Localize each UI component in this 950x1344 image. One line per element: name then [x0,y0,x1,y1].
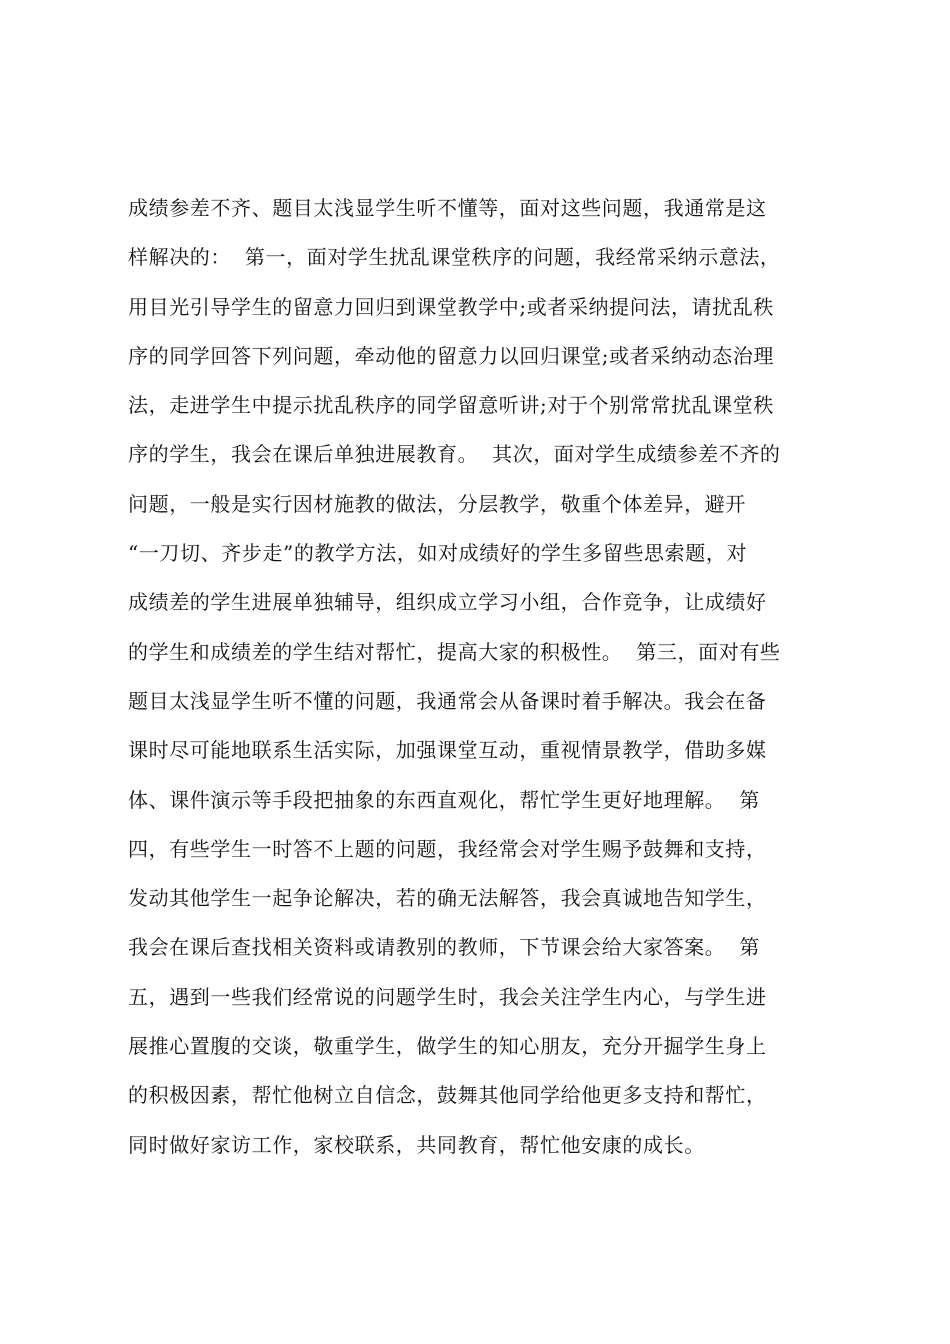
text-line: 五，遇到一些我们经常说的问题学生时，我会关注学生内心，与学生进 [128,984,767,1009]
text-line: 样解决的： 第一，面对学生扰乱课堂秩序的问题，我经常采纳示意法， [128,245,781,270]
text-line: 展推心置腹的交谈，敬重学生，做学生的知心朋友，充分开掘学生身上 [128,1034,767,1059]
text-line: 的学生和成绩差的学生结对帮忙，提高大家的积极性。 第三，面对有些 [128,639,781,664]
text-line: 同时做好家访工作，家校联系，共同教育，帮忙他安康的成长。 [128,1132,705,1157]
text-line: 发动其他学生一起争论解决，若的确无法解答，我会真诚地告知学生， [128,886,767,911]
text-line: 四，有些学生一时答不上题的问题，我经常会对学生赐予鼓舞和支持， [128,836,767,861]
text-line: 序的同学回答下列问题，牵动他的留意力以回归课堂;或者采纳动态治理 [128,343,774,368]
text-line: 的积极因素，帮忙他树立自信念，鼓舞其他同学给他更多支持和帮忙， [128,1083,767,1108]
text-line: 法，走进学生中提示扰乱秩序的同学留意听讲;对于个别常常扰乱课堂秩 [128,393,774,418]
body-text [128,184,781,1170]
text-line: 成绩差的学生进展单独辅导，组织成立学习小组，合作竞争，让成绩好 [128,590,767,615]
text-line: “一刀切、齐步走”的教学方法，如对成绩好的学生多留些思索题，对 [128,541,748,566]
text-line: 题目太浅显学生听不懂的问题，我通常会从备课时着手解决。我会在备 [128,688,767,713]
text-line: 课时尽可能地联系生活实际，加强课堂互动，重视情景教学，借助多媒 [128,738,767,763]
text-line: 序的学生，我会在课后单独进展教育。 其次，面对学生成绩参差不齐的 [128,442,781,467]
text-line: 我会在课后查找相关资料或请教别的教师，下节课会给大家答案。 第 [128,935,760,960]
text-line: 问题，一般是实行因材施教的做法，分层教学，敬重个体差异，避开 [128,491,746,516]
text-line: 用目光引导学生的留意力回归到课堂教学中;或者采纳提问法，请扰乱秩 [128,294,774,319]
text-line: 成绩参差不齐、题目太浅显学生听不懂等，面对这些问题，我通常是这 [128,196,767,220]
text-line: 体、课件演示等手段把抽象的东西直观化，帮忙学生更好地理解。 第 [128,787,760,812]
